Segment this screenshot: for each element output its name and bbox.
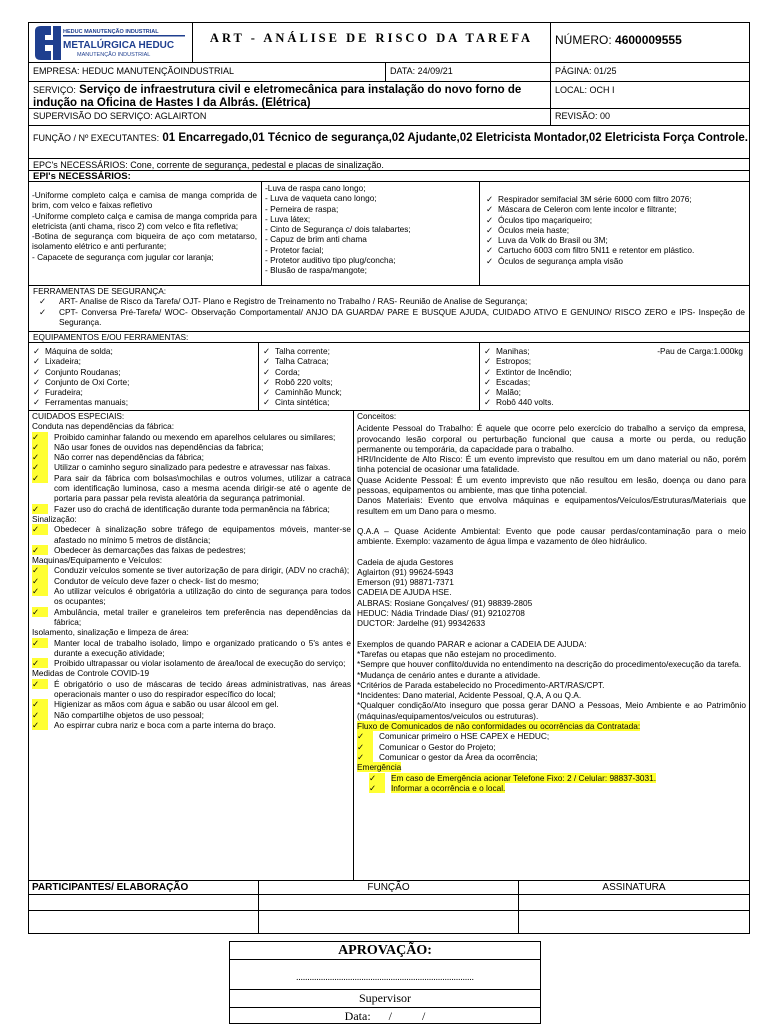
cadeia-ajuda-item: HEDUC: Nádia Trindade Dias/ (91) 92102708 bbox=[357, 608, 525, 619]
epi-list-1 bbox=[32, 190, 257, 262]
cuidados-col bbox=[29, 411, 354, 880]
cuidados-list bbox=[32, 524, 351, 555]
epi-item: - Blusão de raspa/mangote; bbox=[265, 265, 367, 276]
cadeia-ajuda-item: ALBRAS: Rosiane Gonçalves/ (91) 98839-2805 bbox=[357, 597, 533, 608]
equipamento-item bbox=[31, 367, 256, 377]
check-icon: ✓ bbox=[32, 710, 48, 720]
pagina-field: PÁGINA: 01/25 bbox=[555, 66, 617, 76]
item-text: Estropos; bbox=[496, 356, 532, 367]
item-text: Talha corrente; bbox=[275, 346, 330, 356]
check-icon: ✓ bbox=[33, 376, 40, 387]
conceitos-col bbox=[354, 411, 749, 880]
check-icon: ✓ bbox=[32, 658, 48, 668]
epi-title: EPI's NECESSÁRIOS: bbox=[33, 171, 131, 181]
equip-col-3 bbox=[480, 343, 749, 410]
art-form bbox=[28, 22, 750, 934]
conceito-qaa: Q.A.A – Quase Acidente Ambiental: Evento que pode causar perdas/contaminação para o meio ambiente. Exemplo: vazamento de água limpa e vazamento de óleo hidráulico. bbox=[357, 525, 746, 547]
cadeia-ajuda-item: Aglairton (91) 99624-5943 bbox=[357, 566, 454, 577]
cuidado-item bbox=[32, 462, 351, 472]
check-icon: ✓ bbox=[32, 679, 48, 689]
epi-list-2 bbox=[265, 183, 477, 276]
equipamento-item bbox=[482, 356, 747, 366]
participante-funcao-cell[interactable] bbox=[259, 895, 519, 910]
cuidado-item bbox=[32, 565, 351, 575]
check-icon: ✓ bbox=[263, 387, 270, 398]
participante-funcao-cell[interactable] bbox=[259, 911, 519, 933]
item-text: Ao utilizar veículos é obrigatória a utilização do cinto de segurança para todos os ocupantes; bbox=[54, 586, 351, 607]
cuidado-item bbox=[32, 586, 351, 607]
check-icon: ✓ bbox=[484, 366, 491, 377]
supervisao-row bbox=[29, 109, 749, 126]
cuidado-item bbox=[32, 658, 351, 668]
check-icon: ✓ bbox=[263, 346, 270, 356]
cuidado-item bbox=[32, 720, 351, 730]
ferramenta-item bbox=[33, 296, 745, 306]
cuidado-item bbox=[32, 607, 351, 628]
check-icon: ✓ bbox=[484, 356, 491, 367]
item-text: Proibido caminhar falando ou mexendo em aparelhos celulares ou similares; bbox=[54, 431, 336, 442]
cuidados-section-heading: Maquinas/Equipamento e Veículos: bbox=[32, 555, 163, 566]
conceito-quase-acidente: Quase Acidente Pessoal: É um evento imprevisto que não resultou em lesão, doença ou dano para pessoas, equipamentos ou ambiente, mas que tinha potencial. bbox=[357, 474, 746, 496]
item-text: Máscara de Celeron com lente incolor e filtrante; bbox=[498, 204, 677, 215]
check-icon: ✓ bbox=[32, 473, 48, 483]
check-icon: ✓ bbox=[32, 452, 48, 462]
cuidado-item bbox=[32, 473, 351, 504]
check-icon: ✓ bbox=[32, 504, 48, 514]
item-text: Comunicar o gestor da Área da ocorrência; bbox=[379, 751, 538, 762]
item-text: Talha Catraca; bbox=[275, 356, 329, 367]
servico-field bbox=[29, 82, 551, 108]
cuidados-section-heading: Sinalização: bbox=[32, 513, 77, 524]
cadeia-ajuda-item: DUCTOR: Jardelhe (91) 99342633 bbox=[357, 618, 486, 629]
participantes-header: PARTICIPANTES/ ELABORAÇÃO bbox=[29, 881, 259, 894]
participante-assinatura-cell[interactable] bbox=[519, 895, 749, 910]
item-text: Não correr nas dependências da fábrica; bbox=[54, 452, 204, 463]
equipamento-item bbox=[261, 377, 477, 387]
item-text: Conjunto de Oxi Corte; bbox=[45, 376, 130, 387]
epc-row bbox=[29, 159, 749, 171]
logo-top-text: HEDUC MANUTENÇÃO INDUSTRIAL bbox=[63, 29, 159, 35]
item-text: Em caso de Emergência acionar Telefone Fixo: 2 / Celular: 98837-3031. bbox=[391, 772, 657, 783]
check-icon: ✓ bbox=[263, 376, 270, 387]
item-text: Óculos tipo maçariqueiro; bbox=[498, 214, 593, 225]
check-icon: ✓ bbox=[32, 432, 48, 442]
check-icon: ✓ bbox=[33, 397, 40, 408]
emergencia-title: Emergência bbox=[357, 762, 402, 773]
check-icon: ✓ bbox=[32, 720, 48, 730]
logo-main-text: METALÚRGICA HEDUC bbox=[63, 40, 175, 51]
check-icon: ✓ bbox=[32, 607, 48, 617]
item-text: ART- Analise de Risco da Tarefa/ OJT- Plano e Registro de Treinamento no Trabalho / RAS- Reunião de Analise de Segurança; bbox=[59, 296, 528, 307]
cuidado-item bbox=[32, 638, 351, 659]
equipamento-item bbox=[482, 377, 747, 387]
cuidados-list bbox=[32, 432, 351, 514]
check-icon: ✓ bbox=[484, 387, 491, 398]
check-icon: ✓ bbox=[32, 462, 48, 472]
check-icon: ✓ bbox=[33, 387, 40, 398]
item-text: Fazer uso do crachá de identificação durante toda permanência na fábrica; bbox=[54, 503, 330, 514]
conceito-danos: Danos Materiais: Evento que envolva máquinas e equipamentos/Veículos/Estruturas/Materiais que resultem em um Dano para o mesmo. bbox=[357, 495, 746, 516]
funcao-row bbox=[29, 126, 749, 159]
funcao-text: 01 Encarregado,01 Técnico de segurança,02 Ajudante,02 Eletricista Montador,02 Eletricista Força Controle. bbox=[162, 132, 748, 144]
item-text: Robô 440 volts. bbox=[496, 397, 554, 408]
epi-row bbox=[29, 182, 749, 286]
participante-row-1[interactable] bbox=[29, 895, 749, 911]
cuidados-body bbox=[32, 421, 351, 730]
assinatura-header: ASSINATURA bbox=[602, 882, 666, 893]
epi-col-3 bbox=[480, 182, 749, 285]
ferramentas-row bbox=[29, 286, 749, 332]
item-text: Corda; bbox=[275, 366, 300, 377]
epi-list-3 bbox=[484, 194, 747, 266]
revisao-field: REVISÃO: 00 bbox=[555, 111, 611, 121]
company-logo bbox=[29, 23, 193, 62]
item-text: Cartucho 6003 com filtro 5N11 e retentor em plástico. bbox=[498, 245, 695, 256]
item-text: Ferramentas manuais; bbox=[45, 397, 129, 408]
item-text: Higienizar as mãos com água e sabão ou usar álcool em gel. bbox=[54, 699, 279, 710]
exemplos-list bbox=[357, 649, 746, 721]
check-icon: ✓ bbox=[263, 397, 270, 408]
cuidados-list bbox=[32, 679, 351, 730]
check-icon: ✓ bbox=[32, 442, 48, 452]
item-text: Extintor de Incêndio; bbox=[496, 366, 572, 377]
item-text: Luva da Volk do Brasil ou 3M; bbox=[498, 235, 608, 246]
logo-sub-text: MANUTENÇÃO INDUSTRIAL bbox=[77, 52, 151, 58]
participante-row-2[interactable] bbox=[29, 911, 749, 933]
epi-item: -Botina de segurança com biqueira de aço com metatarso, isolamento elétrico e anti perfurante; bbox=[32, 231, 257, 252]
cuidados-list bbox=[32, 565, 351, 627]
check-icon: ✓ bbox=[486, 224, 493, 235]
equipamento-item bbox=[31, 377, 256, 387]
check-icon: ✓ bbox=[263, 356, 270, 367]
check-icon: ✓ bbox=[369, 773, 385, 783]
equip-title-row bbox=[29, 332, 749, 343]
cuidado-item bbox=[32, 576, 351, 586]
check-icon: ✓ bbox=[32, 699, 48, 709]
item-text: Obedecer às demarcações das faixas de pedestres; bbox=[54, 544, 246, 555]
check-icon: ✓ bbox=[486, 204, 493, 215]
equipamento-item bbox=[261, 367, 477, 377]
conceito-hri: HRI/Incidente de Alto Risco: É um evento imprevisto que resultou em um dano material ou não, porém tinha potencial de ocasionar uma fatalidade. bbox=[357, 454, 746, 475]
cadeia-ajuda-item: CADEIA DE AJUDA HSE. bbox=[357, 587, 452, 598]
cuidado-item bbox=[32, 504, 351, 514]
participante-nome-cell[interactable] bbox=[29, 911, 259, 933]
aprovacao-title: APROVAÇÃO: bbox=[230, 942, 540, 960]
check-icon: ✓ bbox=[486, 235, 493, 246]
item-text: Óculos de segurança ampla visão bbox=[498, 255, 623, 266]
equipamento-item bbox=[31, 397, 256, 407]
item-text: Robô 220 volts; bbox=[275, 376, 333, 387]
equipamento-item bbox=[31, 356, 256, 366]
fluxo-list bbox=[357, 731, 746, 762]
check-icon: ✓ bbox=[263, 366, 270, 377]
cuidados-section-heading: Isolamento, sinalização e limpeza de área: bbox=[32, 627, 189, 638]
check-icon: ✓ bbox=[357, 742, 373, 752]
item-text: CPT- Conversa Pré-Tarefa/ WOC- Observação Comportamental/ ANJO DA GUARDA/ PARE E BUSQUE AJUDA, CUIDADO ATIVO E GENUINO/ RISCO ZERO e IPS- Inspeção de Segurança. bbox=[59, 306, 745, 327]
check-icon: ✓ bbox=[32, 576, 48, 586]
item-text: Proibido ultrapassar ou violar isolamento de área/local de execução do serviço; bbox=[54, 658, 346, 669]
epi-col-1 bbox=[29, 182, 262, 285]
epi-item bbox=[484, 256, 747, 266]
check-icon: ✓ bbox=[486, 255, 493, 266]
ferramenta-item bbox=[33, 307, 745, 328]
participantes-header-row bbox=[29, 881, 749, 895]
equip-row bbox=[29, 343, 749, 411]
check-icon: ✓ bbox=[32, 565, 48, 575]
equipamento-item bbox=[31, 387, 256, 397]
numero-value: 4600009555 bbox=[615, 33, 682, 47]
local-field: LOCAL: OCH I bbox=[555, 85, 615, 95]
epi-item: - Capuz de brim anti chama bbox=[265, 234, 367, 245]
data-aprovacao[interactable]: Data: / / bbox=[344, 1009, 426, 1023]
exemplo-item: *Qualquer condição/Ato inseguro que possa gerar DANO a Pessoas, Meio Ambiente e ao Patrimônio (máquinas/equipamentos/veiculos ou estruturas). bbox=[357, 700, 746, 721]
equipamento-item bbox=[261, 346, 477, 356]
item-text: Conjunto Roudanas; bbox=[45, 366, 121, 377]
item-text: Manihas; bbox=[496, 346, 530, 356]
signature-line: ............................................................................... bbox=[296, 972, 474, 982]
item-text: Lixadeira; bbox=[45, 356, 81, 367]
numero-label: NÚMERO: bbox=[555, 33, 612, 47]
exemplo-item: *Mudança de cenário antes e durante a atividade. bbox=[357, 669, 541, 680]
fluxo-title: Fluxo de Comunicados de não conformidades ou ocorrências da Contratada: bbox=[357, 721, 641, 732]
equip-title: EQUIPAMENTOS E/OU FERRAMENTAS: bbox=[33, 332, 189, 342]
epi-item bbox=[484, 194, 747, 204]
epi-item: - Capacete de segurança com jugular cor laranja; bbox=[32, 251, 214, 262]
cuidado-item bbox=[32, 679, 351, 700]
equip-list-1 bbox=[31, 346, 256, 408]
epi-item bbox=[484, 204, 747, 214]
epi-item: - Perneira de raspa; bbox=[265, 203, 339, 214]
cuidados-title: CUIDADOS ESPECIAIS: bbox=[32, 411, 125, 421]
epi-item bbox=[484, 235, 747, 245]
exemplo-item: *Sempre que houver conflito/duvida no entendimento na descrição do procedimento/execução da tarefa. bbox=[357, 659, 742, 670]
item-text: Conduzir veículos somente se tiver autorização de para dirigir, (ADV no crachá); bbox=[54, 565, 350, 576]
item-text: Comunicar primeiro o HSE CAPEX e HEDUC; bbox=[379, 731, 550, 742]
epi-item: -Uniforme completo calça e camisa de manga comprida para eletricista (anti chama, risco 2) com velco e fita refletiva; bbox=[32, 210, 257, 231]
emergencia-list bbox=[357, 773, 746, 794]
check-icon: ✓ bbox=[486, 214, 493, 225]
page-title: ART - ANÁLISE DE RISCO DA TAREFA bbox=[193, 23, 551, 62]
cuidado-item bbox=[32, 545, 351, 555]
item-text: Para sair da fábrica com bolsas\mochilas e outros volumes, utilizar a catraca com identificação luminosa, caso a mesma acenda dirigir-se até o agente de portaria para passar pela revista aleatória da segurança patrimonial. bbox=[54, 472, 351, 504]
exemplo-item: *Incidentes: Dano material, Acidente Pessoal, Q.A, A ou Q.A. bbox=[357, 690, 582, 701]
exemplos-title: Exemplos de quando PARAR e acionar a CADEIA DE AJUDA: bbox=[357, 638, 587, 649]
funcao-header: FUNÇÃO bbox=[259, 881, 519, 894]
ferramentas-list bbox=[33, 296, 745, 327]
check-icon: ✓ bbox=[357, 752, 373, 762]
aprovacao-box bbox=[229, 941, 541, 1024]
fluxo-item bbox=[357, 752, 746, 762]
participante-assinatura-cell[interactable] bbox=[519, 911, 749, 933]
equipamento-item bbox=[261, 356, 477, 366]
check-icon: ✓ bbox=[32, 638, 48, 648]
cuidado-item bbox=[32, 452, 351, 462]
epi-item: -Uniforme completo calça e camisa de manga comprida de brim, com velco e faixas refletivo bbox=[32, 190, 257, 211]
numero-field bbox=[551, 23, 749, 62]
cuidados-list bbox=[32, 638, 351, 669]
cuidados-section-heading: Conduta nas dependências da fábrica: bbox=[32, 421, 175, 432]
servico-row bbox=[29, 82, 749, 109]
equipamento-item bbox=[261, 397, 477, 407]
check-icon: ✓ bbox=[484, 346, 491, 356]
item-text: Malão; bbox=[496, 387, 521, 398]
emergencia-item bbox=[369, 773, 746, 783]
cadeia-ajuda-item: Cadeia de ajuda Gestores bbox=[357, 556, 454, 567]
fluxo-item bbox=[357, 731, 746, 741]
item-text: Escadas; bbox=[496, 376, 531, 387]
cuidado-item bbox=[32, 524, 351, 545]
equipamento-item bbox=[31, 346, 256, 356]
epi-item: - Protetor auditivo tipo plug/concha; bbox=[265, 255, 396, 266]
item-text: Ao espirrar cubra nariz e boca com a parte interna do braço. bbox=[54, 719, 276, 730]
item-text: Ambulância, metal trailer e graneleiros tem preferência nas dependências da fábrica; bbox=[54, 606, 351, 627]
epi-item: - Cinto de Segurança c/ dois talabartes; bbox=[265, 224, 411, 235]
equipamento-item bbox=[482, 346, 747, 356]
equipamento-item bbox=[482, 367, 747, 377]
equipamento-item bbox=[261, 387, 477, 397]
data-field: DATA: 24/09/21 bbox=[386, 63, 551, 81]
check-icon: ✓ bbox=[33, 366, 40, 377]
item-text: Não usar fones de ouvidos nas dependências da fabrica; bbox=[54, 441, 264, 452]
item-text: Utilizar o caminho seguro sinalizado para pedestre e atravessar nas faixas. bbox=[54, 462, 331, 473]
ferramentas-title: FERRAMENTAS DE SEGURANÇA: bbox=[33, 286, 167, 296]
epi-item bbox=[484, 215, 747, 225]
item-text: Não compartilhe objetos de uso pessoal; bbox=[54, 709, 204, 720]
supervisao-field: SUPERVISÃO DO SERVIÇO: AGLAIRTON bbox=[29, 109, 551, 125]
pau-de-carga: -Pau de Carga:1.000kg bbox=[657, 346, 743, 356]
check-icon: ✓ bbox=[486, 194, 493, 204]
check-icon: ✓ bbox=[33, 356, 40, 367]
supervisor-label: Supervisor bbox=[230, 990, 540, 1008]
check-icon: ✓ bbox=[486, 245, 493, 256]
empresa-field: EMPRESA: HEDUC MANUTENÇÃOINDUSTRIAL bbox=[29, 63, 386, 81]
item-text: É obrigatório o uso de máscaras de tecido áreas administrativas, nas áreas operacionais manter o uso do respirador específico do local; bbox=[54, 678, 351, 700]
conceito-acidente: Acidente Pessoal do Trabalho: É aquele que ocorre pelo exercício do trabalho a serviço da empresa, provocando lesão corporal ou perturbação funcional que causa a morte ou perda, ou redução permanente ou temporária, da capacidade para o trabalho. bbox=[357, 423, 746, 454]
item-text: Caminhão Munck; bbox=[275, 387, 342, 398]
epi-item: - Luva látex; bbox=[265, 213, 311, 224]
check-icon: ✓ bbox=[357, 731, 373, 741]
logo bbox=[29, 23, 193, 62]
item-text: Informar a ocorrência e o local. bbox=[391, 782, 506, 793]
equipamento-item bbox=[482, 397, 747, 407]
item-text: Comunicar o Gestor do Projeto; bbox=[379, 741, 496, 752]
emergencia-item bbox=[369, 783, 746, 793]
fluxo-item bbox=[357, 742, 746, 752]
epi-item bbox=[484, 225, 747, 235]
funcao-label: FUNÇÃO / Nº EXECUTANTES: bbox=[33, 133, 160, 143]
cuidado-item bbox=[32, 710, 351, 720]
item-text: Obedecer à sinalização sobre tráfego de equipamentos móveis, manter-se afastado no mínimo 5 metros de distância; bbox=[54, 524, 351, 545]
ferramentas-field bbox=[29, 286, 749, 331]
epi-item bbox=[484, 245, 747, 255]
header-row bbox=[29, 23, 749, 63]
check-icon: ✓ bbox=[369, 783, 385, 793]
check-icon: ✓ bbox=[32, 586, 48, 596]
cuidados-section-heading: Medidas de Controle COVID-19 bbox=[32, 668, 150, 679]
item-text: Furadeira; bbox=[45, 387, 83, 398]
item-text: Máquina de solda; bbox=[45, 346, 113, 356]
servico-label: SERVIÇO: bbox=[33, 85, 76, 95]
cuidado-item bbox=[32, 432, 351, 442]
cuidados-conceitos-row bbox=[29, 411, 749, 881]
exemplo-item: *Tarefas ou etapas que não estejam no procedimento. bbox=[357, 648, 557, 659]
epc-field: EPC's NECESSÁRIOS: Cone, corrente de segurança, pedestal e placas de sinalização. bbox=[33, 160, 384, 170]
equip-col-2 bbox=[259, 343, 480, 410]
cuidado-item bbox=[32, 699, 351, 709]
epi-title-row bbox=[29, 171, 749, 182]
equip-col-1 bbox=[29, 343, 259, 410]
servico-text: Serviço de infraestrutura civil e eletromecânica para instalação do novo forno de indução na Oficina de Hastes I da Albrás. (Elétrica) bbox=[33, 84, 522, 108]
check-icon: ✓ bbox=[484, 376, 491, 387]
cadeia-ajuda-item: Emerson (91) 98871-7371 bbox=[357, 577, 454, 588]
cuidado-item bbox=[32, 442, 351, 452]
epi-col-2 bbox=[262, 182, 480, 285]
epi-item: - Luva de vaqueta cano longo; bbox=[265, 193, 377, 204]
check-icon: ✓ bbox=[32, 545, 48, 555]
supervisor-signature-area[interactable] bbox=[230, 960, 540, 990]
funcao-field bbox=[29, 126, 749, 158]
conceitos-title: Conceitos: bbox=[357, 411, 397, 421]
check-icon: ✓ bbox=[39, 296, 46, 307]
equip-list-2 bbox=[261, 346, 477, 408]
exemplo-item: *Critérios de Parada estabelecido no Procedimento-ART/RAS/CPT. bbox=[357, 679, 605, 690]
check-icon: ✓ bbox=[39, 306, 46, 317]
item-text: Cinta sintética; bbox=[275, 397, 330, 408]
item-text: Óculos meia haste; bbox=[498, 224, 570, 235]
check-icon: ✓ bbox=[32, 524, 48, 534]
check-icon: ✓ bbox=[33, 346, 40, 356]
participante-nome-cell[interactable] bbox=[29, 895, 259, 910]
cadeia-ajuda-list bbox=[357, 557, 746, 629]
item-text: Condutor de veículo deve fazer o check- list do mesmo; bbox=[54, 575, 259, 586]
equip-list-3 bbox=[482, 346, 747, 408]
item-text: Respirador semifacial 3M série 6000 com filtro 2076; bbox=[498, 194, 692, 204]
epi-item: - Protetor facial; bbox=[265, 244, 324, 255]
item-text: Manter local de trabalho isolado, limpo e organizado praticando o 5's antes e durante a execução atividade; bbox=[54, 637, 351, 658]
check-icon: ✓ bbox=[484, 397, 491, 408]
empresa-row bbox=[29, 63, 749, 82]
equipamento-item bbox=[482, 387, 747, 397]
epi-item: -Luva de raspa cano longo; bbox=[265, 183, 366, 193]
